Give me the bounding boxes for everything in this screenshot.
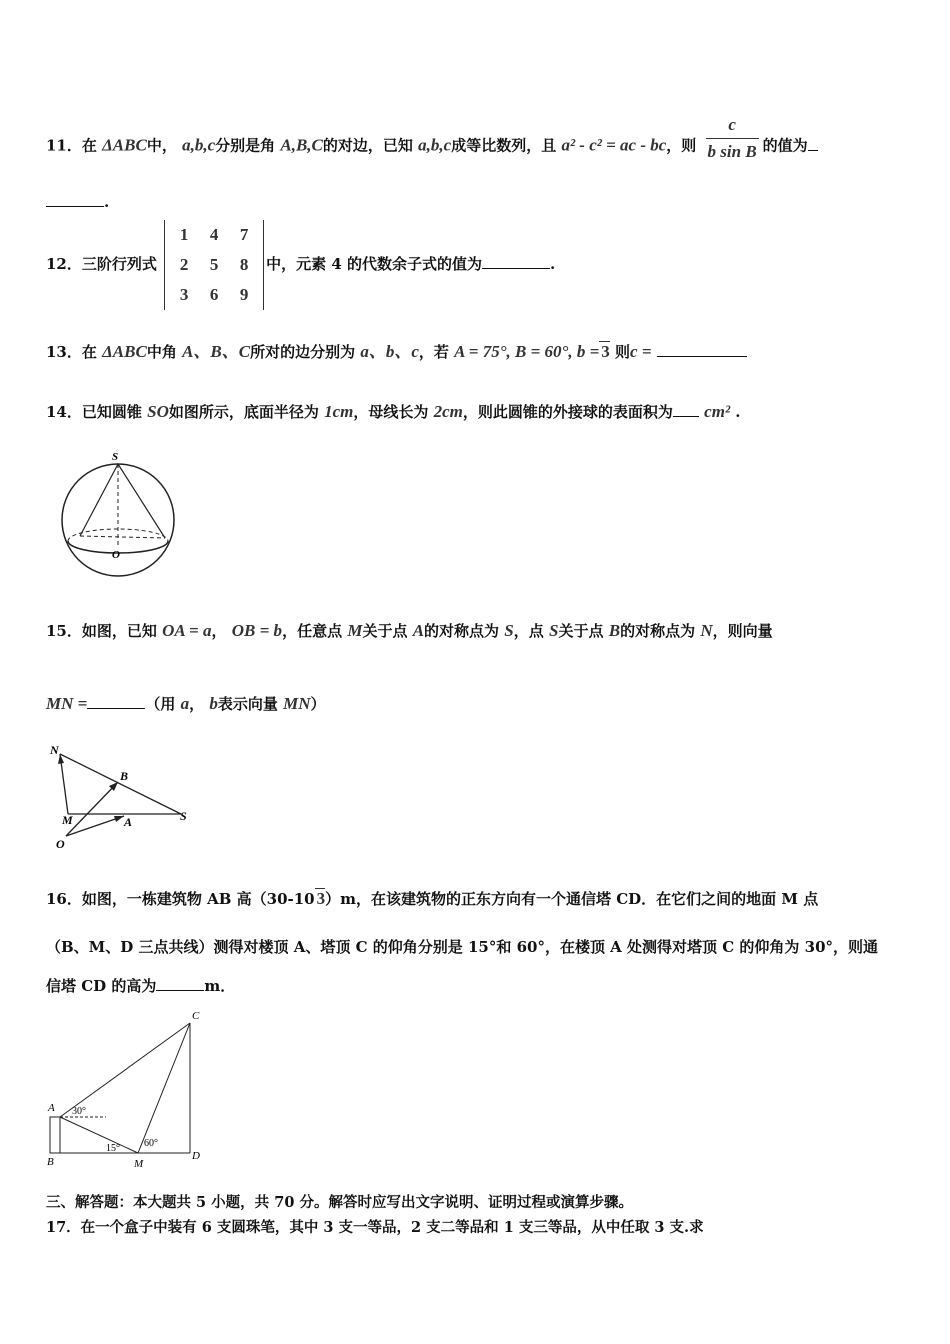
q16-label-d: D [192,1150,200,1162]
q11-equation: a² - c² = ac - bc [561,135,667,155]
q16-line: 16．如图，一栋建筑物 AB 高（30-10 3）m，在该建筑物的正东方向有一个通信塔 CD．在它们之间的地面 M 点 [46,889,819,908]
q12-answer-blank[interactable] [482,252,550,269]
q13-sqrt: 3 [601,342,610,361]
q14-figure-sphere-cone [55,448,185,578]
q16-angle-15: 15° [106,1143,120,1154]
q15-label-a: A [124,815,133,829]
q14-number: 14． [46,403,82,421]
q16-number: 16． [46,890,82,908]
q15-label-n: N [50,743,59,757]
q16-line3: 信塔 CD 的高为 m． [46,974,235,997]
q15-answer-blank[interactable] [87,692,145,709]
q16-angle-30: 30° [72,1106,86,1117]
q15-number: 15． [46,622,82,640]
q11-math-triangle: ΔABC [102,135,147,155]
q11-answer-blank[interactable] [46,190,104,207]
q12-line: 12．三阶行列式 1 4 7 2 5 8 3 6 9 中，元素 4 的代数余子式的值为 . [46,220,555,310]
q16-line2: （B、M、D 三点共线）测得对楼顶 A、塔顶 C 的仰角分别是 15°和 60°，在楼顶 A 处测得对塔顶 C 的仰角为 30°，则通 [46,938,879,956]
q16-label-m: M [134,1158,144,1170]
q11-fraction: $\frac{c}{\text{b sin B}}$ [707,115,757,161]
q13-number: 13． [46,343,82,361]
q17-line: 17．在一个盒子中装有 6 支圆珠笔，其中 3 支一等品，2 支二等品和 1 支三等品，从中任取 3 支.求 [46,1219,704,1236]
q14-line: 14．已知圆锥 SO如图所示，底面半径为 1cm，母线长为 2cm，则此圆锥的外接球的表面积为 cm² . [46,402,741,421]
q14-label-o: O [112,549,120,561]
q16-answer-blank[interactable] [156,974,204,991]
q15-label-m: M [62,813,73,827]
q15-line2: MN = （用 a， b表示向量 MN） [46,694,326,713]
q16-label-a: A [48,1102,55,1114]
q14-label-s: S [112,451,119,463]
q11-answer-blank-start[interactable] [808,134,818,151]
q16-figure-tower [44,1005,214,1175]
q12-determinant: 1 4 7 2 5 8 3 6 9 [164,220,264,310]
q13-conditions: A = 75°, B = 60°, b = [454,342,600,361]
section3-heading: 三、解答题：本大题共 5 小题，共 70 分。解答时应写出文字说明、证明过程或演算步骤。 [46,1194,633,1211]
q16-label-b: B [47,1156,54,1168]
q11-line2: . [46,190,109,213]
q11-number: 11． [46,136,82,155]
q13-answer-blank[interactable] [657,340,747,357]
q15-label-s: S [180,809,187,823]
q16-label-c: C [192,1010,200,1022]
q11-line: 11．在 ΔABC中， a,b,c分别是角 A,B,C的对边，已知 a,b,c成等比数列，且 a² - c² = ac - bc，则 $\frac{c}{\text{b sin B}}$ 的值为 [46,122,818,171]
q12-number: 12． [46,255,82,273]
q14-answer-blank[interactable] [673,400,699,417]
q15-figure-vectors [46,740,206,855]
q16-sqrt: 3 [316,889,326,908]
q15-label-o: O [56,837,65,851]
q16-angle-60: 60° [144,1138,158,1149]
q13-line: 13．在 ΔABC中角 A、B、C所对的边分别为 a、b、c，若 A = 75°, B = 60°, b = 3 则c = [46,340,747,363]
q15-line: 15．如图，已知 OA = a， OB = b，任意点 M关于点 A的对称点为 S，点 S关于点 B的对称点为 N，则向量 [46,621,773,640]
q15-label-b: B [120,769,129,783]
